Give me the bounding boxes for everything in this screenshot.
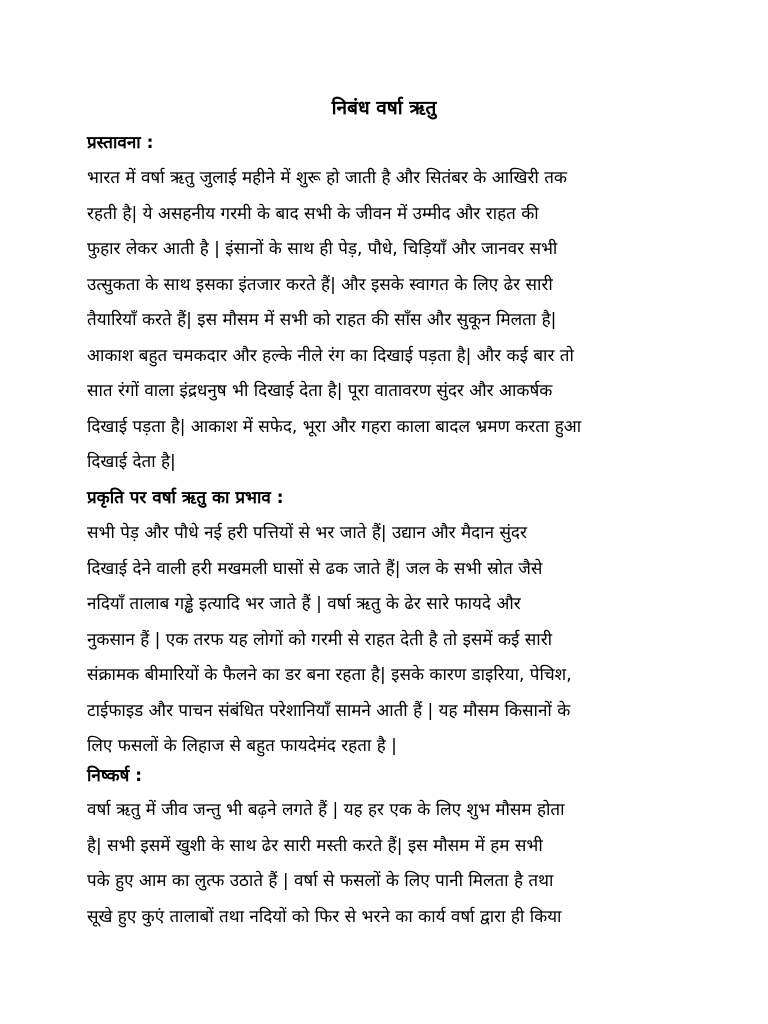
paragraph-line: उत्सुकता के साथ इसका इंतजार करते हैं| और इसके स्वागत के लिए ढेर सारी: [87, 275, 553, 295]
paragraph-line: संक्रामक बीमारियों के फैलने का डर बना रहता है| इसके कारण डाइरिया, पेचिश,: [87, 665, 572, 685]
document-title: निबंध वर्षा ऋतु: [331, 97, 437, 119]
paragraph-line: आकाश बहुत चमकदार और हल्के नीले रंग का दिखाई पड़ता है| और कई बार तो: [87, 346, 574, 366]
paragraph-line: सूखे हुए कुएं तालाबों तथा नदियों को फिर से भरने का कार्य वर्षा द्वारा ही किया: [87, 907, 562, 927]
paragraph-line: नदियाँ तालाब गड्ढे इत्यादि भर जाते हैं | वर्षा ऋतु के ढेर सारे फायदे और: [87, 594, 521, 614]
paragraph-line: टाईफाइड और पाचन संबंधित परेशानियाँ सामने आती हैं | यह मौसम किसानों के: [87, 701, 571, 721]
paragraph-line: फुहार लेकर आती है | इंसानों के साथ ही पेड़, पौधे, चिड़ियाँ और जानवर सभी: [87, 239, 558, 259]
paragraph-line: नुकसान हैं | एक तरफ यह लोगों को गरमी से राहत देती है तो इसमें कई सारी: [87, 630, 553, 650]
paragraph-line: सात रंगों वाला इंद्रधनुष भी दिखाई देता है| पूरा वातावरण सुंदर और आकर्षक: [87, 381, 553, 401]
paragraph-line: दिखाई पड़ता है| आकाश में सफेद, भूरा और गहरा काला बादल भ्रमण करता हुआ: [87, 417, 582, 437]
section-heading-introduction: प्रस्तावना :: [87, 133, 154, 153]
section-heading-effect-on-nature: प्रकृति पर वर्षा ऋतु का प्रभाव :: [87, 488, 284, 508]
paragraph-line: भारत में वर्षा ऋतु जुलाई महीने में शुरू हो जाती है और सितंबर के आखिरी तक: [87, 168, 567, 188]
paragraph-line: तैयारियाँ करते हैं| इस मौसम में सभी को राहत की साँस और सुकून मिलता है|: [87, 310, 557, 330]
paragraph-line: पके हुए आम का लुत्फ उठाते हैं | वर्षा से फसलों के लिए पानी मिलता है तथा: [87, 871, 554, 891]
paragraph-line: सभी पेड़ और पौधे नई हरी पत्तियों से भर जाते हैं| उद्यान और मैदान सुंदर: [87, 523, 527, 543]
paragraph-line: दिखाई देता है|: [87, 452, 176, 472]
section-heading-conclusion: निष्कर्ष :: [87, 766, 143, 786]
paragraph-line: रहती है| ये असहनीय गरमी के बाद सभी के जीवन में उम्मीद और राहत की: [87, 204, 539, 224]
paragraph-line: दिखाई देने वाली हरी मखमली घासों से ढक जाते हैं| जल के सभी स्रोत जैसे: [87, 559, 543, 579]
paragraph-line: लिए फसलों के लिहाज से बहुत फायदेमंद रहता है |: [87, 736, 397, 756]
paragraph-line: है| सभी इसमें खुशी के साथ ढेर सारी मस्ती करते हैं| इस मौसम में हम सभी: [87, 836, 543, 856]
paragraph-line: वर्षा ऋतु में जीव जन्तु भी बढ़ने लगते हैं | यह हर एक के लिए शुभ मौसम होता: [87, 800, 565, 820]
